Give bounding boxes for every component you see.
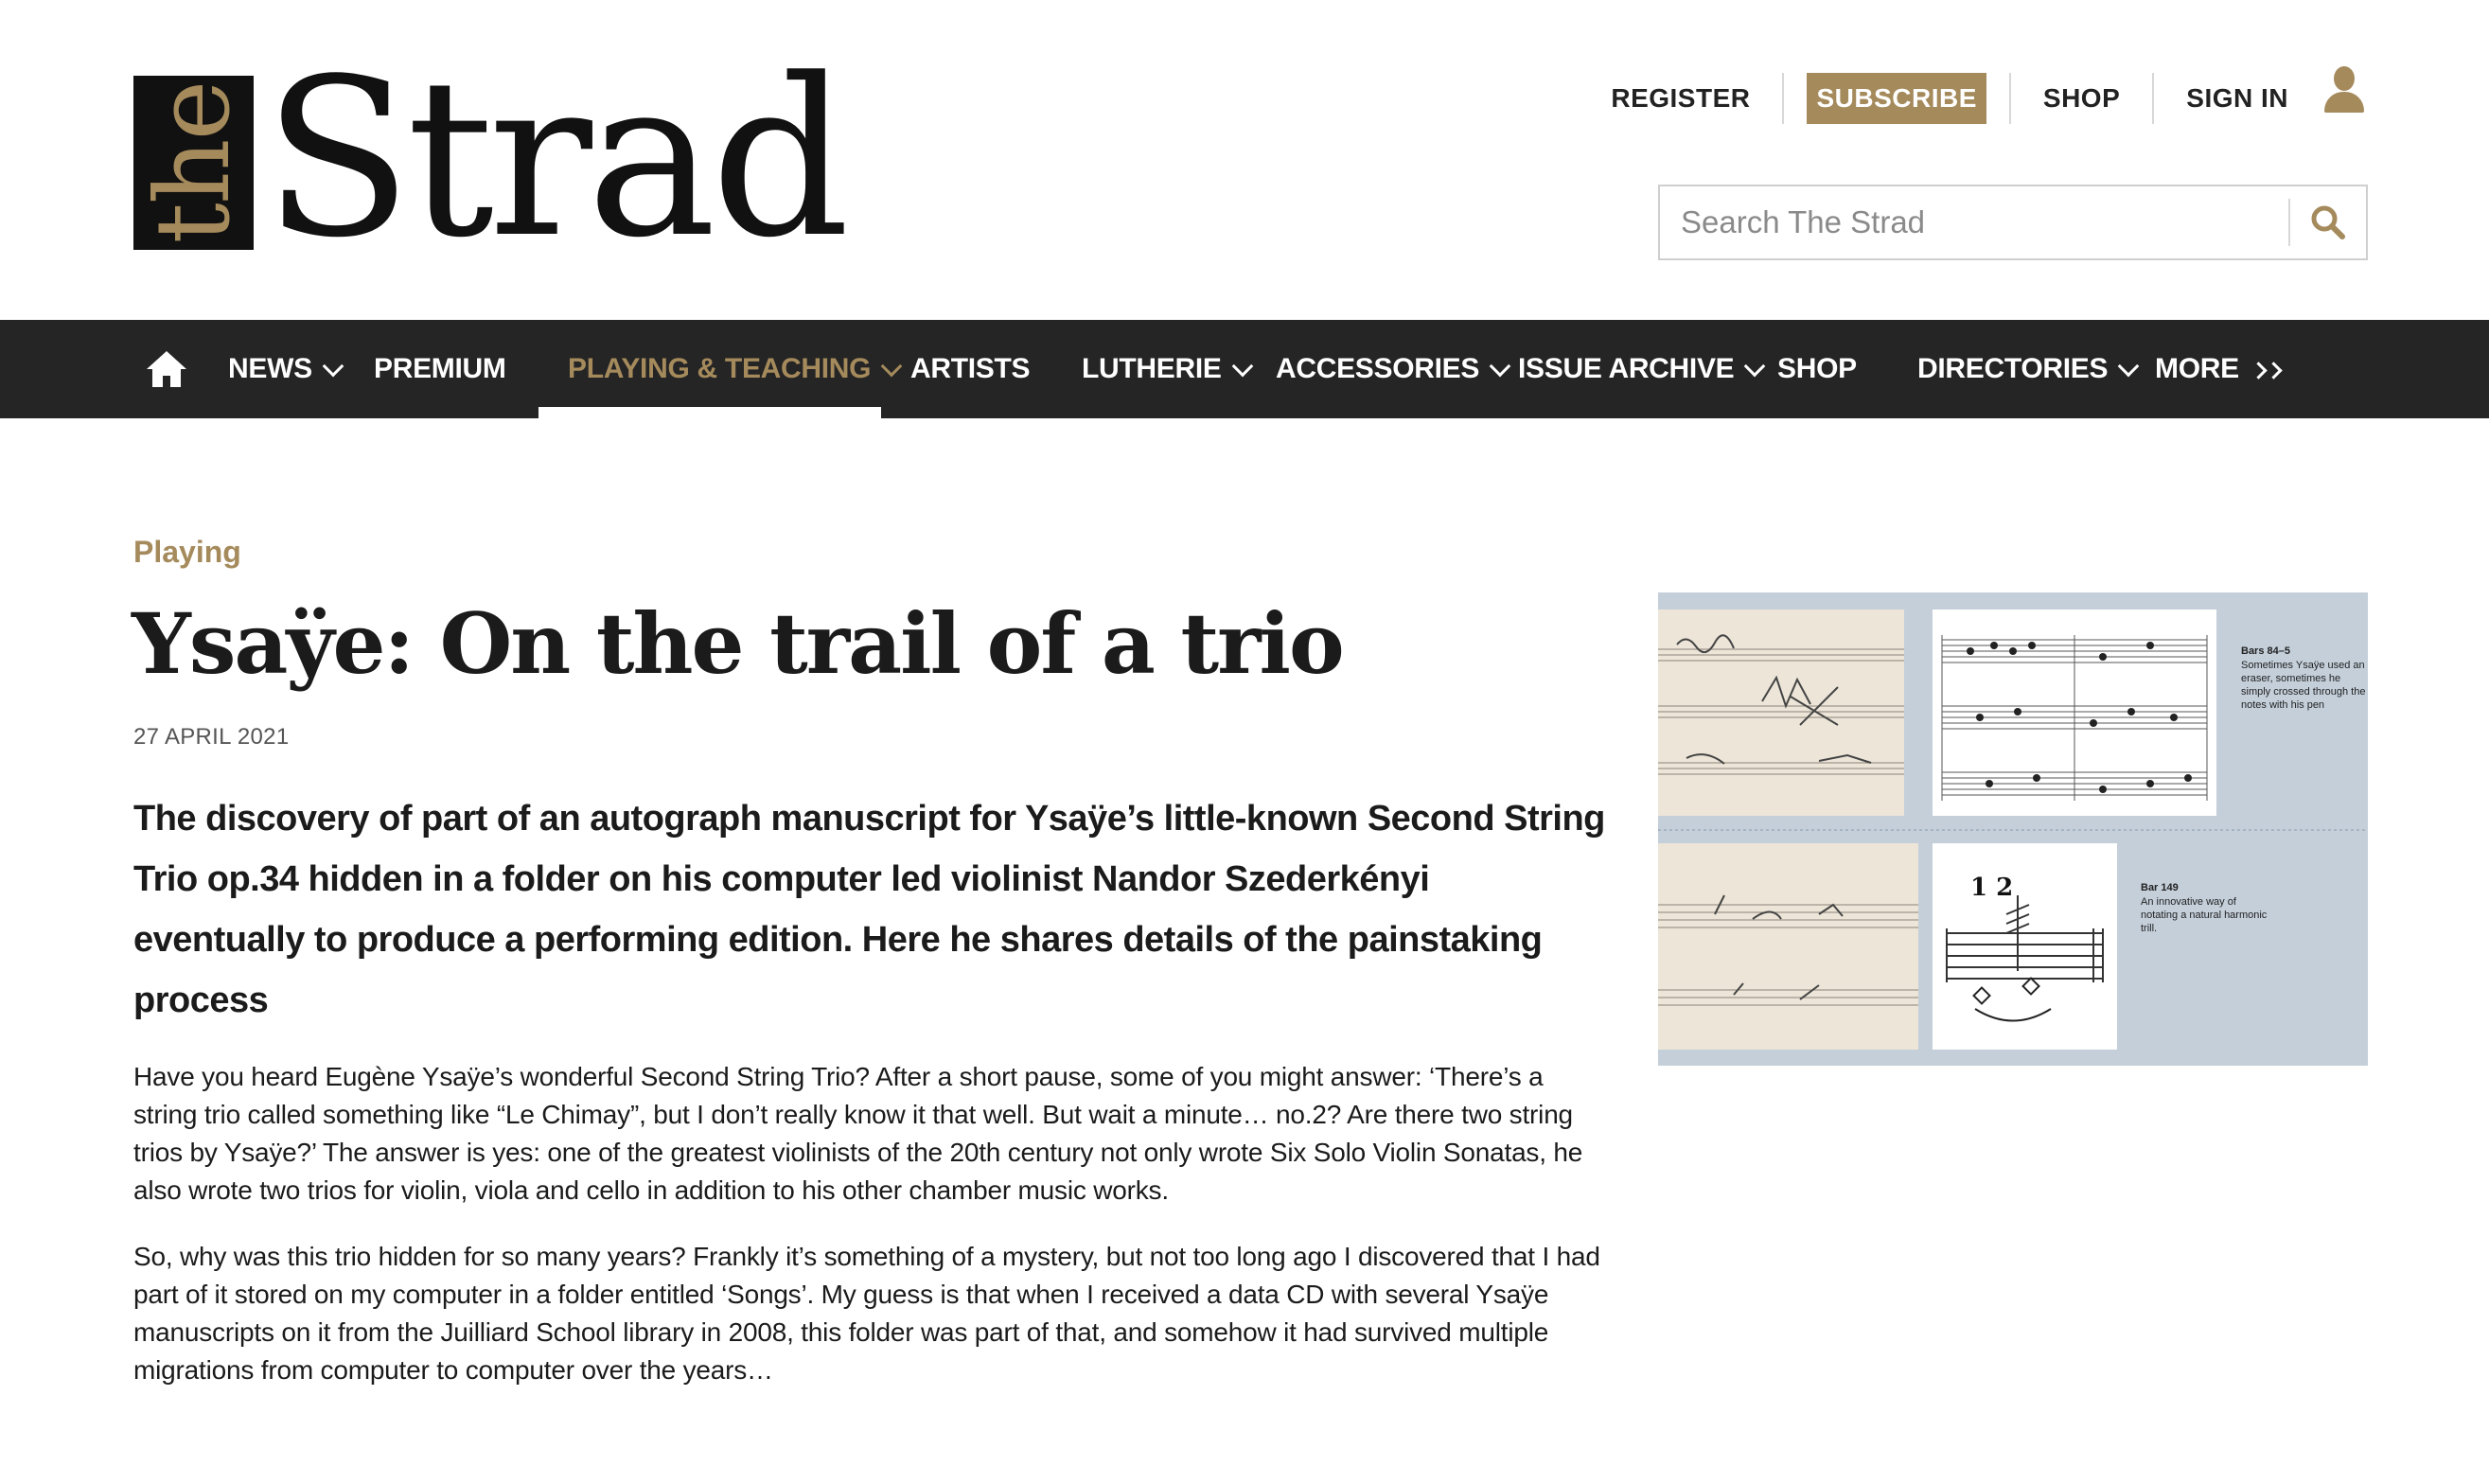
logo-the-text: the xyxy=(133,81,253,244)
subscribe-button[interactable]: SUBSCRIBE xyxy=(1807,73,1986,124)
article-paragraph: So, why was this trio hidden for so many years? Frankly it’s something of a mystery, but not too long ago I discovered that I had part of it stored on my computer in a folder entitled ‘Songs’. My guess is that when I received a data CD with several Ysaÿe manuscripts on it from the Juilliard School library in 2008, this folder was part of that, and somehow it had survived multiple migrations from computer to computer over the years… xyxy=(133,1242,1600,1385)
figure-caption-top-title: Bars 84–5 xyxy=(2241,645,2290,657)
article-category[interactable]: Playing xyxy=(133,535,241,569)
search-box xyxy=(1658,185,2368,260)
chevron-down-icon xyxy=(1490,356,1511,378)
account-links xyxy=(1579,55,2366,142)
divider xyxy=(1782,73,1784,124)
search-button[interactable] xyxy=(2290,186,2366,258)
nav-playing-teaching[interactable] xyxy=(568,320,899,418)
home-link[interactable] xyxy=(145,320,188,418)
nav-shop[interactable] xyxy=(1777,320,1857,418)
chevron-down-icon xyxy=(2118,356,2140,378)
nav-artists-label: ARTISTS xyxy=(910,353,1031,384)
logo-the-block xyxy=(133,76,254,250)
home-icon xyxy=(145,349,188,389)
article-title: Ysaÿe: On the trail of a trio xyxy=(132,594,1343,693)
nav-directories[interactable] xyxy=(1917,320,2136,418)
nav-artists[interactable] xyxy=(910,320,1030,418)
chevron-down-icon xyxy=(322,356,344,378)
article-standfirst: The discovery of part of an autograph manuscript for Ysaÿe’s little-known Second String Trio op.34 hidden in a folder on his computer led violinist Nandor Szederkényi eventually to produce a performing edition. Here he shares details of the painstaking process xyxy=(133,799,1605,1020)
nav-more[interactable] xyxy=(2155,320,2283,418)
nav-more-label: MORE xyxy=(2155,353,2239,384)
shop-link[interactable]: SHOP xyxy=(2042,83,2121,113)
search-input[interactable] xyxy=(1660,186,2288,258)
sign-in-link[interactable]: SIGN IN xyxy=(2186,83,2288,113)
active-nav-indicator xyxy=(538,407,881,418)
nav-issue-archive-label: ISSUE ARCHIVE xyxy=(1518,353,1735,384)
figure-caption-top-text: Sometimes Ysaÿe used an eraser, sometimes he simply crossed through the notes with his pen xyxy=(2241,660,2366,711)
user-icon[interactable] xyxy=(2322,66,2366,117)
nav-news[interactable] xyxy=(228,320,341,418)
chevron-down-icon xyxy=(1231,356,1253,378)
manuscript-comparison-image xyxy=(1658,592,2368,1066)
nav-news-label: NEWS xyxy=(228,353,312,384)
nav-accessories-label: ACCESSORIES xyxy=(1276,353,1480,384)
article-image[interactable] xyxy=(1658,592,2368,1066)
chevron-down-icon xyxy=(1744,356,1766,378)
article-paragraph: Have you heard Eugène Ysaÿe’s wonderful Second String Trio? After a short pause, some of you might answer: ‘There’s a string trio called something like “Le Chimay”, but I don’t really know it that well. But wait a minute… no.2? Are there two string trios by Ysaÿe?’ The answer is yes: one of the greatest violinists of the 20th century not only wrote Six Solo Violin Sonatas, he also wrote two trios for violin, viola and cello in addition to his other chamber music works. xyxy=(133,1062,1583,1205)
nav-directories-label: DIRECTORIES xyxy=(1917,353,2109,384)
figure-caption-bottom-title: Bar 149 xyxy=(2141,882,2179,893)
chevron-down-icon xyxy=(881,356,903,378)
figure-fingering: 1 2 xyxy=(1970,874,2014,902)
register-link[interactable]: REGISTER xyxy=(1611,83,1751,113)
main-nav xyxy=(0,320,2489,418)
double-chevron-right-icon xyxy=(2252,364,2283,377)
nav-premium[interactable] xyxy=(374,320,506,418)
site-logo[interactable] xyxy=(133,33,845,287)
nav-shop-label: SHOP xyxy=(1777,353,1857,384)
nav-issue-archive[interactable] xyxy=(1518,320,1762,418)
logo-wordmark: Strad xyxy=(263,33,845,287)
search-icon xyxy=(2309,203,2347,241)
figure-caption-bottom-text: An innovative way of notating a natural harmonic trill. xyxy=(2141,896,2268,934)
article-date: 27 APRIL 2021 xyxy=(133,724,290,750)
nav-accessories[interactable] xyxy=(1276,320,1508,418)
nav-premium-label: PREMIUM xyxy=(374,353,506,384)
nav-playing-teaching-label: PLAYING & TEACHING xyxy=(568,353,872,384)
site-header xyxy=(0,0,2489,320)
nav-lutherie[interactable] xyxy=(1082,320,1250,418)
nav-lutherie-label: LUTHERIE xyxy=(1082,353,1222,384)
